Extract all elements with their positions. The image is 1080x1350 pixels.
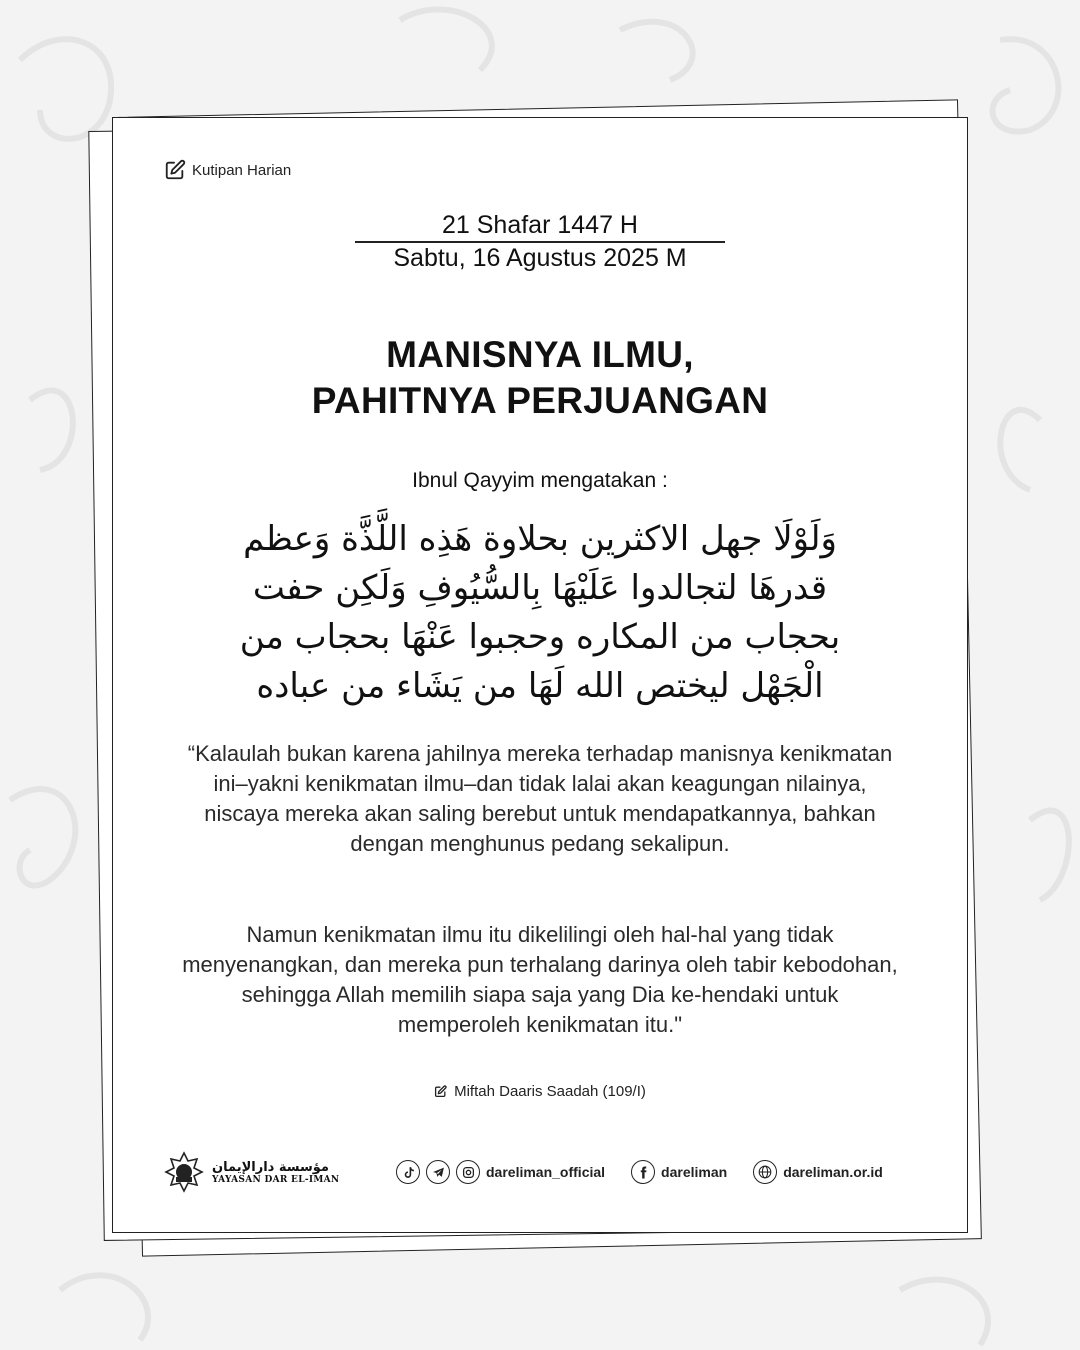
quote-intro: Ibnul Qayyim mengatakan : [412,469,668,492]
tiktok-icon[interactable] [396,1160,420,1184]
social-links [396,1160,883,1184]
category-label: Kutipan Harian [192,161,292,179]
source-label: Miftah Daaris Saadah (109/I) [454,1083,646,1100]
edit-icon [164,159,186,181]
category-tag [164,159,291,181]
logo-english-name: YAYASAN DAR EL-IMAN [212,1174,340,1185]
title-line-2: PAHITNYA PERJUANGAN [311,380,769,421]
translation-paragraph-1: “Kalaulah bukan karena jahilnya mereka terhadap manisnya kenikmatan ini–yakni kenikmatan ilmu–dan tidak lalai akan keagungan nilainya, niscaya mereka akan saling berebut untuk mendapatkannya, bahkan dengan menghunus pedang sekalipun. [187,741,893,856]
gregorian-date: Sabtu, 16 Agustus 2025 M [393,244,687,272]
globe-icon[interactable] [753,1160,777,1184]
mosque-emblem-icon [164,1151,204,1193]
logo-arabic-name: مؤسسة دارالإيمان [212,1159,329,1175]
facebook-handle[interactable]: dareliman [661,1164,728,1180]
hijri-date: 21 Shafar 1447 H [442,211,638,239]
title-line-1: MANISNYA ILMU, [386,334,694,375]
edit-icon [434,1085,447,1098]
arabic-quote: وَلَوْلَا جهل الاكثرين بحلاوة هَذِه اللَّذَّة وَعظم قدرهَا لتجالدوا عَلَيْهَا بِالسُّيُوفِ وَلَكِن حفت بحجاب من المكاره وحجبوا عَنْهَا بحجاب من الْجَهْل ليختص الله لَهَا من يَشَاء من عباده [239,519,841,706]
translation-paragraph-2: Namun kenikmatan ilmu itu dikelilingi oleh hal-hal yang tidak menyenangkan, dan mereka pun terhalang darinya oleh tabir kebodohan, sehingga Allah memilih siapa saja yang Dia ke-hendaki untuk memperoleh kenikmatan itu." [182,922,898,1037]
instagram-handle[interactable]: dareliman_official [486,1164,606,1180]
date-divider [355,241,725,243]
foundation-logo [164,1151,339,1193]
quote-source [112,1083,968,1100]
website-link[interactable]: dareliman.or.id [783,1164,883,1180]
quote-card [112,117,968,1233]
facebook-icon[interactable] [631,1160,655,1184]
instagram-icon[interactable] [456,1160,480,1184]
telegram-icon[interactable] [426,1160,450,1184]
page-title [112,332,968,424]
